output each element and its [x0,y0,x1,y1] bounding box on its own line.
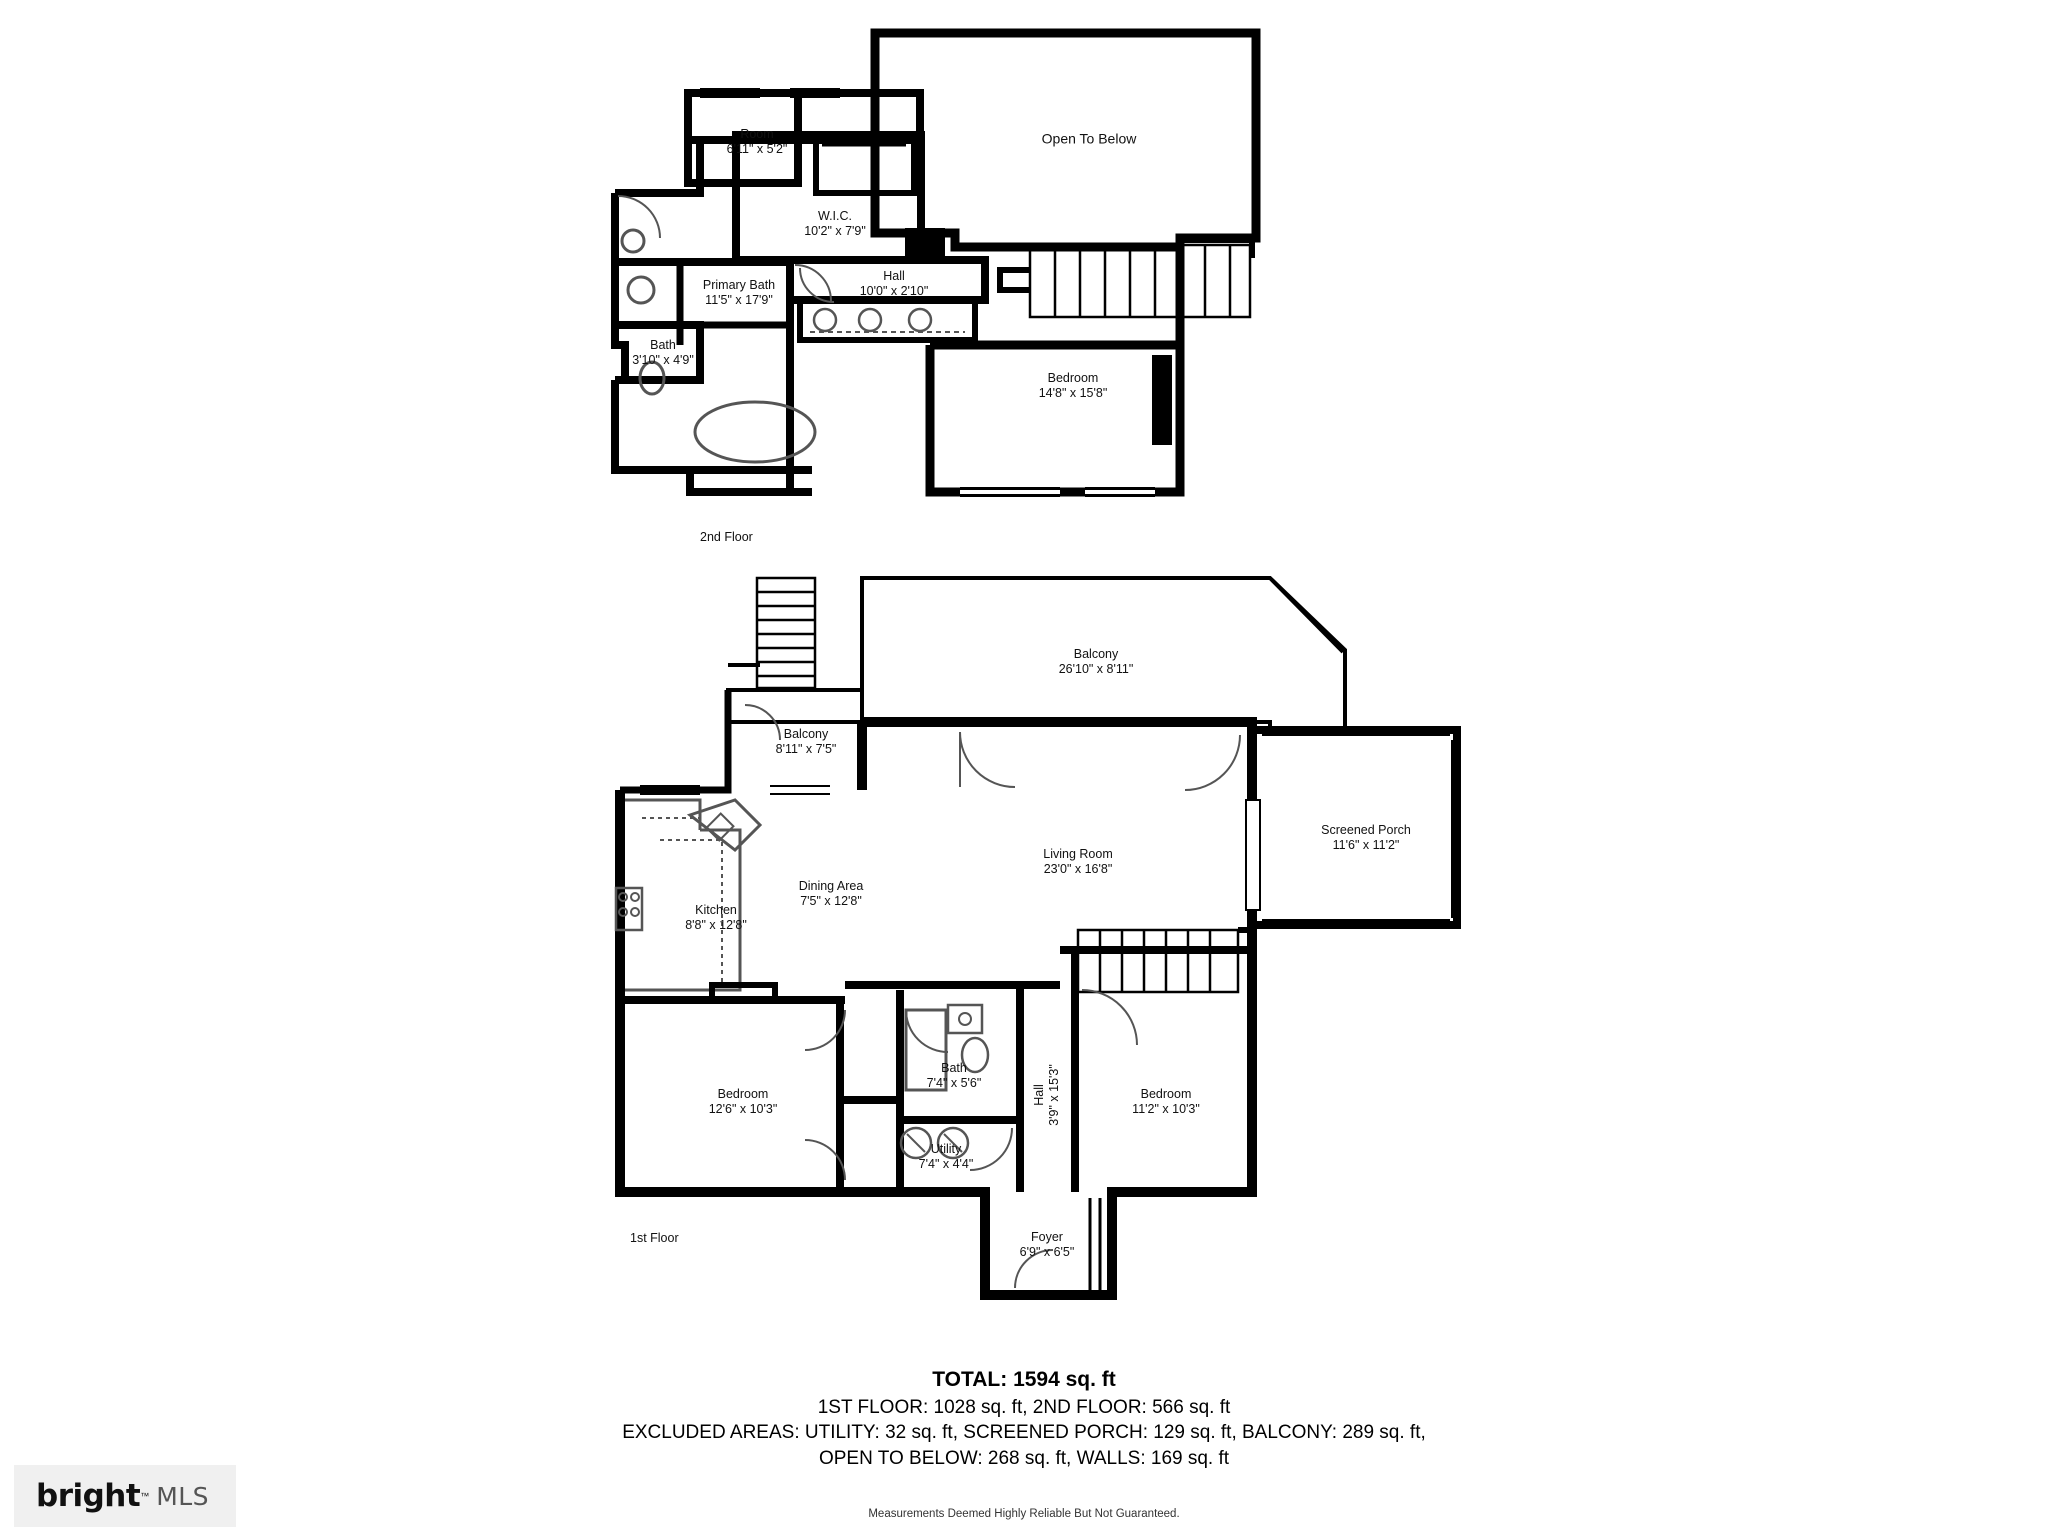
room-label-room: Room 6'11" x 5'2" [726,126,788,156]
bright-mls-logo [14,1465,236,1527]
room-label-foyer: Foyer 6'9" x 6'5" [1019,1229,1075,1259]
disclaimer-text: Measurements Deemed Highly Reliable But Not Guaranteed. [868,1508,1180,1520]
excluded-areas-line1: EXCLUDED AREAS: UTILITY: 32 sq. ft, SCREENED PORCH: 129 sq. ft, BALCONY: 289 sq. ft, [622,1422,1426,1444]
room-label-bath-1st: Bath 7'4" x 5'6" [926,1060,982,1090]
room-label-hall-1st: Hall 3'9" x 15'3" [1031,1064,1061,1126]
room-label-open-to-below: Open To Below [1041,130,1137,147]
total-area: TOTAL: 1594 sq. ft [932,1368,1116,1391]
logo-word-mls: MLS [156,1481,210,1511]
logo-word-bright: bright [36,1478,141,1514]
room-label-balcony-small: Balcony 8'11" x 7'5" [775,726,837,756]
room-label-screened-porch: Screened Porch 11'6" x 11'2" [1321,822,1411,852]
logo-trademark: ™ [140,1491,150,1501]
room-label-wic: W.I.C. 10'2" x 7'9" [804,208,866,238]
excluded-areas-line2: OPEN TO BELOW: 268 sq. ft, WALLS: 169 sq. ft [818,1447,1230,1469]
room-label-bedroom-left: Bedroom 12'6" x 10'3" [708,1086,778,1116]
room-label-living-room: Living Room 23'0" x 16'8" [1043,846,1113,876]
room-label-kitchen: Kitchen 8'8" x 12'8" [685,902,747,932]
room-label-bath-2nd: Bath 3'10" x 4'9" [632,337,694,367]
floor-breakdown: 1ST FLOOR: 1028 sq. ft, 2ND FLOOR: 566 sq. ft [817,1397,1231,1418]
room-label-dining-area: Dining Area 7'5" x 12'8" [798,878,864,908]
first-floor-plan [616,578,1457,1295]
room-label-hall-2nd: Hall 10'0" x 2'10" [859,268,929,298]
room-label-bedroom-right: Bedroom 11'2" x 10'3" [1132,1086,1200,1116]
area-summary [0,1368,2048,1471]
floor-tag-second: 2nd Floor [700,530,753,544]
room-label-bedroom-2nd: Bedroom 14'8" x 15'8" [1038,370,1108,400]
room-label-primary-bath: Primary Bath 11'5" x 17'9" [702,277,776,307]
second-floor-plan [615,33,1256,496]
room-label-balcony-large: Balcony 26'10" x 8'11" [1058,646,1134,676]
floor-tag-first: 1st Floor [630,1231,679,1245]
room-label-utility: Utility 7'4" x 4'4" [918,1141,974,1171]
